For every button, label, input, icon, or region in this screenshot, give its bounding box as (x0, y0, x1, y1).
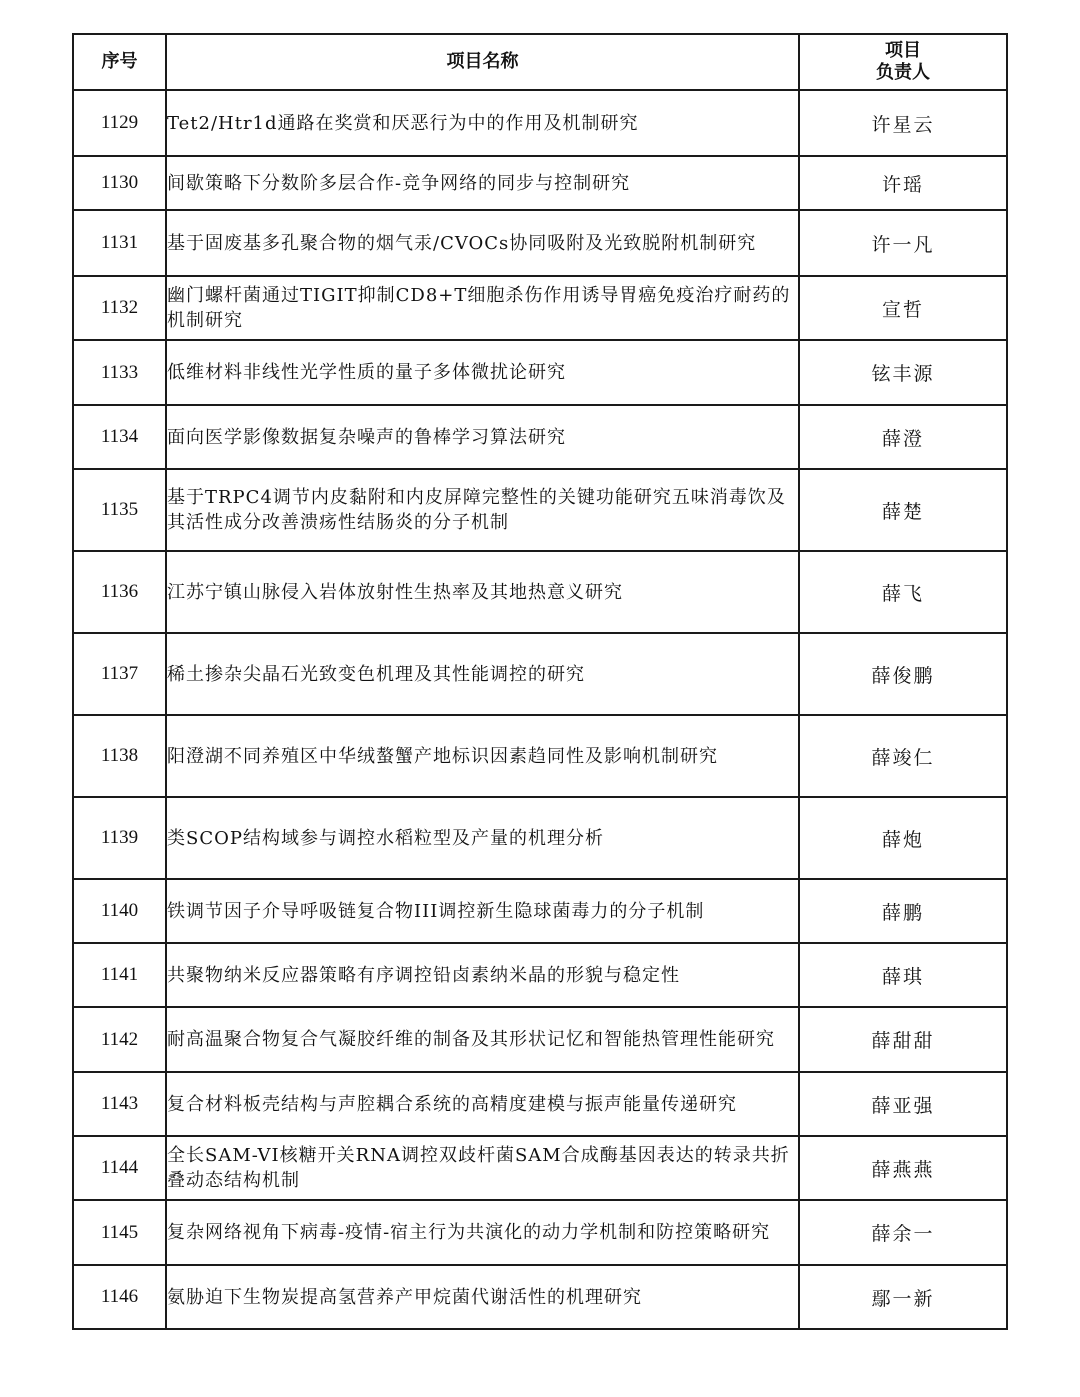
table-row (73, 633, 1007, 715)
header-lead (799, 34, 1007, 90)
row-id: 1145 (73, 1200, 166, 1265)
row-lead: 鄢一新 (799, 1265, 1007, 1329)
row-project-name: 类SCOP结构域参与调控水稻粒型及产量的机理分析 (166, 797, 799, 879)
row-project-name: 面向医学影像数据复杂噪声的鲁棒学习算法研究 (166, 405, 799, 469)
table-row (73, 797, 1007, 879)
row-project-name: 全长SAM-VI核糖开关RNA调控双歧杆菌SAM合成酶基因表达的转录共折叠动态结构机制 (166, 1136, 799, 1200)
row-id: 1144 (73, 1136, 166, 1200)
row-project-name: 幽门螺杆菌通过TIGIT抑制CD8+T细胞杀伤作用诱导胃癌免疫治疗耐药的机制研究 (166, 276, 799, 340)
row-lead: 许星云 (799, 90, 1007, 156)
row-project-name: 低维材料非线性光学性质的量子多体微扰论研究 (166, 340, 799, 405)
table-row (73, 879, 1007, 943)
row-lead: 铉丰源 (799, 340, 1007, 405)
row-id: 1146 (73, 1265, 166, 1329)
row-id: 1139 (73, 797, 166, 879)
row-id: 1136 (73, 551, 166, 633)
row-project-name: 共聚物纳米反应器策略有序调控铅卤素纳米晶的形貌与稳定性 (166, 943, 799, 1007)
table-row (73, 405, 1007, 469)
row-id: 1140 (73, 879, 166, 943)
row-lead: 薛余一 (799, 1200, 1007, 1265)
table-row (73, 276, 1007, 340)
row-id: 1133 (73, 340, 166, 405)
table-body (73, 90, 1007, 1329)
row-project-name: 基于TRPC4调节内皮黏附和内皮屏障完整性的关键功能研究五味消毒饮及其活性成分改善溃疡性结肠炎的分子机制 (166, 469, 799, 551)
table-row (73, 156, 1007, 210)
row-lead: 薛竣仁 (799, 715, 1007, 797)
row-lead: 薛燕燕 (799, 1136, 1007, 1200)
table-row (73, 1265, 1007, 1329)
row-lead: 许一凡 (799, 210, 1007, 276)
row-project-name: 复合材料板壳结构与声腔耦合系统的高精度建模与振声能量传递研究 (166, 1072, 799, 1136)
table-row (73, 1200, 1007, 1265)
row-lead: 薛琪 (799, 943, 1007, 1007)
table-row (73, 551, 1007, 633)
row-lead: 薛飞 (799, 551, 1007, 633)
table-header (73, 34, 1007, 90)
header-lead-line2: 负责人 (876, 62, 930, 83)
row-lead: 薛亚强 (799, 1072, 1007, 1136)
table-row (73, 210, 1007, 276)
row-id: 1143 (73, 1072, 166, 1136)
row-lead: 宣哲 (799, 276, 1007, 340)
row-project-name: 江苏宁镇山脉侵入岩体放射性生热率及其地热意义研究 (166, 551, 799, 633)
row-project-name: 稀土掺杂尖晶石光致变色机理及其性能调控的研究 (166, 633, 799, 715)
row-project-name: 铁调节因子介导呼吸链复合物III调控新生隐球菌毒力的分子机制 (166, 879, 799, 943)
table-row (73, 943, 1007, 1007)
row-project-name: 氨胁迫下生物炭提高氢营养产甲烷菌代谢活性的机理研究 (166, 1265, 799, 1329)
table-row (73, 715, 1007, 797)
table-row (73, 469, 1007, 551)
row-project-name: 耐高温聚合物复合气凝胶纤维的制备及其形状记忆和智能热管理性能研究 (166, 1007, 799, 1072)
header-id: 序号 (73, 34, 166, 90)
row-id: 1130 (73, 156, 166, 210)
row-project-name: 阳澄湖不同养殖区中华绒螯蟹产地标识因素趋同性及影响机制研究 (166, 715, 799, 797)
row-project-name: 复杂网络视角下病毒-疫情-宿主行为共演化的动力学机制和防控策略研究 (166, 1200, 799, 1265)
project-table (72, 33, 1008, 1330)
row-id: 1135 (73, 469, 166, 551)
row-id: 1141 (73, 943, 166, 1007)
table-row (73, 1072, 1007, 1136)
row-project-name: Tet2/Htr1d通路在奖赏和厌恶行为中的作用及机制研究 (166, 90, 799, 156)
row-lead: 薛俊鹏 (799, 633, 1007, 715)
table-row (73, 340, 1007, 405)
table-row (73, 1136, 1007, 1200)
row-project-name: 间歇策略下分数阶多层合作-竞争网络的同步与控制研究 (166, 156, 799, 210)
row-id: 1132 (73, 276, 166, 340)
row-lead: 薛炮 (799, 797, 1007, 879)
row-lead: 薛鹏 (799, 879, 1007, 943)
table-row (73, 1007, 1007, 1072)
row-lead: 薛澄 (799, 405, 1007, 469)
row-id: 1142 (73, 1007, 166, 1072)
table-row (73, 90, 1007, 156)
row-id: 1129 (73, 90, 166, 156)
header-lead-line1: 项目 (885, 40, 921, 61)
header-name: 项目名称 (166, 34, 799, 90)
row-id: 1137 (73, 633, 166, 715)
row-lead: 薛楚 (799, 469, 1007, 551)
row-project-name: 基于固废基多孔聚合物的烟气汞/CVOCs协同吸附及光致脱附机制研究 (166, 210, 799, 276)
row-id: 1131 (73, 210, 166, 276)
row-id: 1138 (73, 715, 166, 797)
header-row (73, 34, 1007, 90)
row-id: 1134 (73, 405, 166, 469)
row-lead: 许瑶 (799, 156, 1007, 210)
row-lead: 薛甜甜 (799, 1007, 1007, 1072)
